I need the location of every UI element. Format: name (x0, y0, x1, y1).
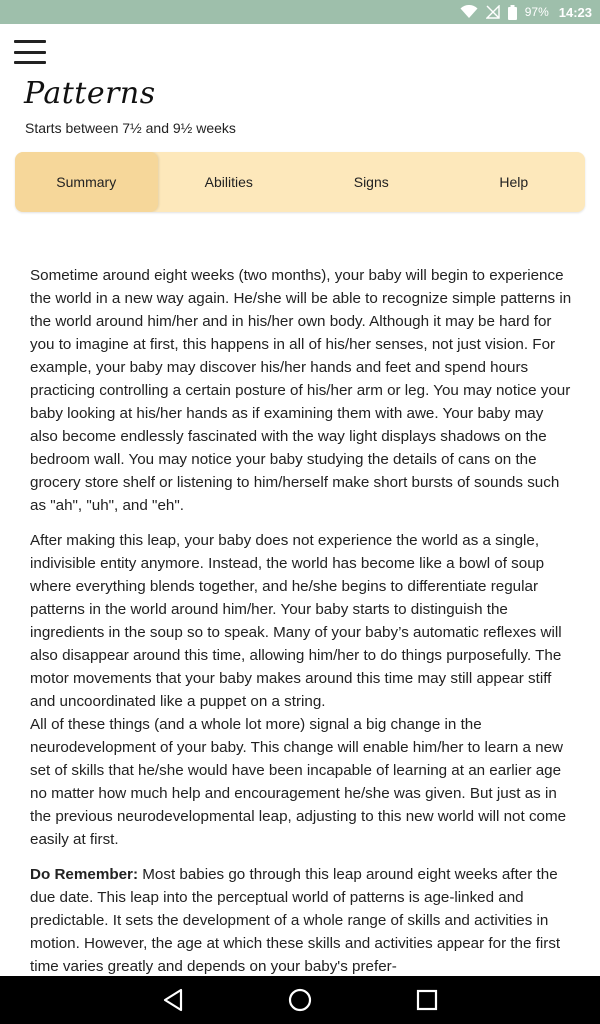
do-remember-label: Do Remember: (30, 866, 139, 883)
clock: 14:23 (558, 4, 592, 20)
tab-abilities[interactable]: Abilities (204, 174, 253, 190)
page-title: Patterns (24, 76, 156, 111)
tab-help[interactable]: Help (499, 174, 529, 190)
do-remember-text: Most babies go through this leap around eight weeks after the due date. This leap into the perceptual world of patterns is age-linked and predictable. It sets the development of a whole range of skills and activities in motion. However, the age at which these skills and activities appear for the first time varies greatly and depends on your baby's prefer- (30, 866, 561, 975)
paragraph-neurodevelopment: All of these things (and a whole lot more) signal a big change in the neurodevelopment of your baby. This change will enable him/her to learn a new set of skills that he/she would have been incapable of learning at an earlier age no matter how much help and encouragement he/she was given. But just as in the previous neurodevelopmental leap, adjusting to this new world will not come easily at first. (30, 716, 567, 848)
back-icon[interactable] (159, 986, 187, 1014)
system-nav-bar (0, 976, 600, 1024)
tab-summary[interactable]: Summary (15, 152, 158, 212)
page-subtitle: Starts between 7½ and 9½ weeks (25, 120, 236, 136)
recents-icon[interactable] (413, 986, 441, 1014)
wifi-icon (460, 5, 478, 19)
battery-icon (508, 5, 517, 20)
tab-signs[interactable]: Signs (353, 174, 389, 190)
home-icon[interactable] (286, 986, 314, 1014)
hamburger-menu-icon[interactable] (14, 40, 46, 64)
paragraph-after-leap: After making this leap, your baby does not experience the world as a single, indivisible entity anymore. Instead, the world has become like a bowl of soup where everything blends together, and he/she begins to differentiate regular patterns in the world around him/her. Your baby starts to distinguish the ingredients in the soup so to speak. Many of your baby’s automatic reflexes will also disappear around this time, allowing him/her to do things purposefully. The motor movements that your baby makes around this time may still appear stiff and uncoordinated like a puppet on a string. (30, 532, 562, 710)
status-bar (0, 0, 600, 24)
paragraph-do-remember (30, 863, 575, 976)
summary-content[interactable] (30, 264, 575, 976)
tab-bar (15, 152, 585, 212)
no-signal-icon (486, 5, 500, 19)
paragraph-intro: Sometime around eight weeks (two months), your baby will begin to experience the world in a new way again. He/she will be able to recognize simple patterns in the world around him/her and in his/her own body. Although it may be hard for you to imagine at first, this happens in all of his/her senses, not just vision. For example, your baby may discover his/her hands and feet and spend hours practicing controlling a certain posture of his/her arm or leg. You may notice your baby looking at his/her hands as if examining them with awe. Your baby may also become endlessly fascinated with the way light displays shadows on the bedroom wall. You may notice your baby studying the details of cans on the grocery store shelf or listening to him/herself make short bursts of sounds such as "ah", "uh", and "eh". (30, 267, 572, 514)
battery-percent: 97% (524, 5, 549, 19)
